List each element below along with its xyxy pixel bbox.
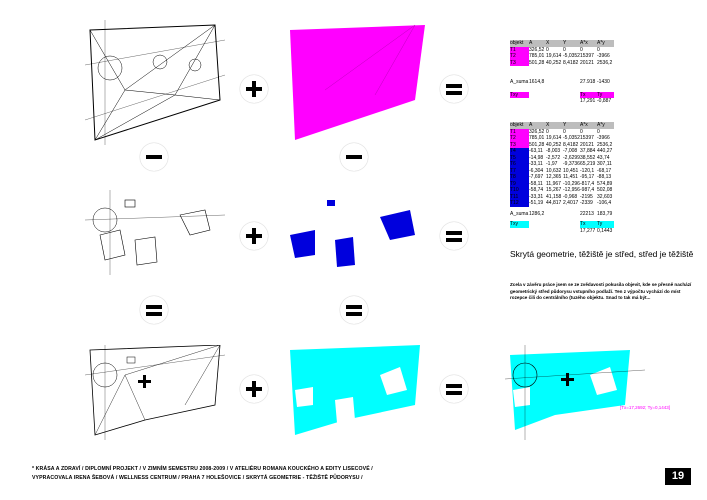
table-cell: 0 [563,46,566,53]
magenta-shape [285,20,430,145]
table-cell: -0,887 [597,98,612,104]
table-cell: 0 [580,46,583,53]
table-cell: 574,89 [597,180,613,187]
plus-operator-icon [240,375,268,403]
table-cell [546,228,563,235]
header-cell: A*x [580,122,588,128]
table-cell: 0,1443 [597,227,613,234]
table-cell: 0 [546,46,549,53]
table-cell: -817,4 [580,180,595,187]
table-sum-row [510,79,614,86]
table-cell: 11,967 [546,180,561,187]
description-paragraph: Zcela v závěru práce jsem se ze zvědavosti pokusila objevit, kde se přesně nachází geometrický střed půdorysu vstupního podlaží. Ten z výpočtu vychází do míst rozepce čili do centrálního (tuzého objektu. Snad to tak má být... [510,282,692,300]
table-cell: T2 [510,53,529,60]
header-cell: A [529,40,533,46]
table-cell: 15,267 [546,187,562,193]
table-cell: T4 [510,148,529,155]
table-cell: 501,28 [529,141,545,148]
table-cell: 38,552 [580,154,596,161]
table-cell: 22213 [580,210,594,217]
table-cell: 65,219 [580,161,596,167]
table-cell: -2195 [580,193,593,200]
table-cell: 440,27 [597,148,613,154]
table-cell: Ty [597,221,614,228]
table-cell [563,98,580,105]
subtracted-shapes-outline [85,190,225,275]
table-cell: 40,252 [546,59,562,66]
table-cell: T12 [510,200,529,207]
table-cell: T5 [510,155,529,162]
table-cell: 785,01 [529,135,545,141]
final-shape-with-centroid [505,345,645,440]
table-cell: 8,4182 [563,141,579,148]
header-cell: A*x [580,40,588,46]
table-cell: -0,968 [563,193,578,200]
plus-operator-icon [240,75,268,103]
table-cell [546,79,563,86]
table-cell: -5,0352 [563,135,580,141]
table-cell: -2,6299 [563,154,580,161]
table-cell: 12,365 [546,174,562,180]
table-cell: -2339 [580,200,593,206]
table-cell: T6 [510,161,529,168]
table-cell [563,79,580,86]
table-cell: -63,11 [529,148,543,154]
table-cell: -9,3736 [563,161,580,167]
table-cell: T3 [510,142,529,149]
table-cell: 17,291 [580,98,596,104]
table-cell: 43,74 [597,154,610,161]
table-cell: T1 [510,47,529,54]
table-cell: 2,4017 [563,200,579,206]
table-cell: -6,304 [529,167,544,174]
table-cell: -3966 [597,53,610,59]
table-row [510,200,614,207]
table-cell: T1 [510,129,529,136]
table-cell: -8,003 [546,148,561,154]
table-cell: 37,884 [580,148,596,154]
table-cell: 32,603 [597,193,613,200]
table-cell: T8 [510,174,529,181]
table-cell: T10 [510,187,529,194]
table-result-values [510,228,614,235]
table-cell: 0 [580,128,583,135]
header-cell: A [529,122,533,128]
table-cell [546,98,563,105]
table-cell: -987,4 [580,187,595,193]
table-cell [510,228,529,235]
table-cell: -3966 [597,135,610,141]
centroid-table-top [510,40,614,105]
plus-operator-icon [240,222,268,250]
table-cell: 0 [546,128,549,135]
table-cell: -88,13 [597,174,612,180]
table-cell: 1286,2 [529,210,545,217]
table-cell: 2536,2 [597,141,613,148]
table-cell: 785,01 [529,53,545,59]
table-cell: 40,252 [546,141,562,148]
table-cell: T3 [510,60,529,67]
table-cell: 10,451 [563,167,579,174]
table-cell [529,98,546,105]
table-cell: -12,956 [563,187,580,193]
cyan-combined-shape [285,345,425,440]
table-cell: 10,632 [546,167,562,174]
header-cell: A*y [597,40,605,46]
table-cell [546,211,563,218]
table-cell: 326,52 [529,128,545,135]
table-cell: T9 [510,181,529,188]
table-cell: Ty [597,92,614,99]
minus-operator-icon [340,143,368,171]
table-cell: -51,19 [529,200,544,206]
table-cell: T11 [510,194,529,201]
table-cell: -10,296 [563,180,580,187]
table-cell: 20121 [580,59,594,66]
table-cell: Txy [510,92,529,99]
table-row [510,60,614,67]
equals-operator-icon [140,296,168,324]
table-cell: 0 [597,46,600,53]
table-cell: 41,158 [546,193,562,200]
table-cell: -14,98 [529,154,544,161]
table-cell: 502,08 [597,187,613,193]
footer-line: * KRÁSA A ZDRAVÍ / DIPLOMNÍ PROJEKT / V ZIMNÍM SEMESTRU 2008-2009 / V ATELIÉRU ROMANA KOUCKÉHO A EDITY LISECOVÉ / [32,466,373,472]
table-cell: 501,28 [529,59,545,66]
table-cell [510,98,529,105]
header-cell: objekt [510,40,524,46]
footer-credits [32,465,373,483]
table-cell: Tx [580,221,597,228]
table-cell: 27.918 [580,79,596,85]
table-cell: 17,277 [580,227,596,234]
header-cell: objekt [510,122,524,128]
table-cell: 183,79 [597,210,613,217]
section-heading: Skrytá geometrie, těžiště je střed, střed je těžiště [510,249,694,259]
minus-operator-icon [140,143,168,171]
table-cell: 11,451 [563,174,578,180]
table-cell: A_suma [510,210,529,217]
blue-shapes [285,195,425,275]
equals-operator-icon [440,222,468,250]
centroid-coordinate-label: [Tx=17,2692; Ty=0,1443] [620,405,670,410]
table-cell: -58,11 [529,180,543,187]
header-cell: Y [563,40,567,46]
table-cell: T7 [510,168,529,175]
table-cell: Txy [510,221,529,228]
table-cell: -106,4 [597,200,612,206]
table-cell: -120,1 [580,167,595,174]
table-cell: -5,0352 [563,53,580,59]
table-cell: 44,817 [546,200,562,206]
table-cell [563,228,580,235]
centroid-table-bottom [510,122,614,234]
table-cell: -58,74 [529,187,544,193]
table-cell: 2536,2 [597,59,613,66]
equals-operator-icon [440,375,468,403]
table-cell: 19,614 [546,53,562,59]
table-cell: -7,697 [529,174,544,180]
table-cell: T2 [510,135,529,142]
footer-line: VYPRACOVALA IRENA ŠEBOVÁ / WELLNESS CENTRUM / PRAHA 7 HOLEŠOVICE / SKRYTÁ GEOMETRIE - TĚŽIŠTĚ PŮDORYSU / [32,475,363,481]
table-cell: -95,17 [580,174,595,180]
table-cell: 0 [597,128,600,135]
table-cell: 0 [563,128,566,135]
table-cell: -1430 [597,79,610,85]
table-cell: -1,97 [546,161,558,167]
table-result-values [510,98,614,105]
table-cell: A_suma [510,79,529,85]
triangulated-outline-drawing-top [85,20,225,145]
table-cell: Tx [580,92,597,99]
table-cell: 19,614 [546,135,562,141]
table-cell: -33,31 [529,193,544,200]
equals-operator-icon [340,296,368,324]
table-cell: 307,11 [597,161,612,167]
page-number: 19 [665,468,691,485]
header-cell: Y [563,122,567,128]
table-cell: 15397 [580,53,594,59]
table-cell: -33,11 [529,161,543,167]
table-cell: 8,4182 [563,59,579,66]
header-cell: X [546,40,550,46]
table-cell: -68,17 [597,167,612,174]
table-cell: 15397 [580,135,594,141]
header-cell: A*y [597,122,605,128]
table-cell: 1614,8 [529,79,545,85]
table-cell: -2,572 [546,154,561,161]
table-cell [563,211,580,218]
table-cell: 20121 [580,141,594,148]
combined-outline-with-centroid [85,345,225,440]
table-cell [529,228,546,235]
table-cell: -7,008 [563,148,578,154]
table-cell: 326,52 [529,46,545,53]
header-cell: X [546,122,550,128]
table-sum-row [510,211,614,218]
equals-operator-icon [440,75,468,103]
